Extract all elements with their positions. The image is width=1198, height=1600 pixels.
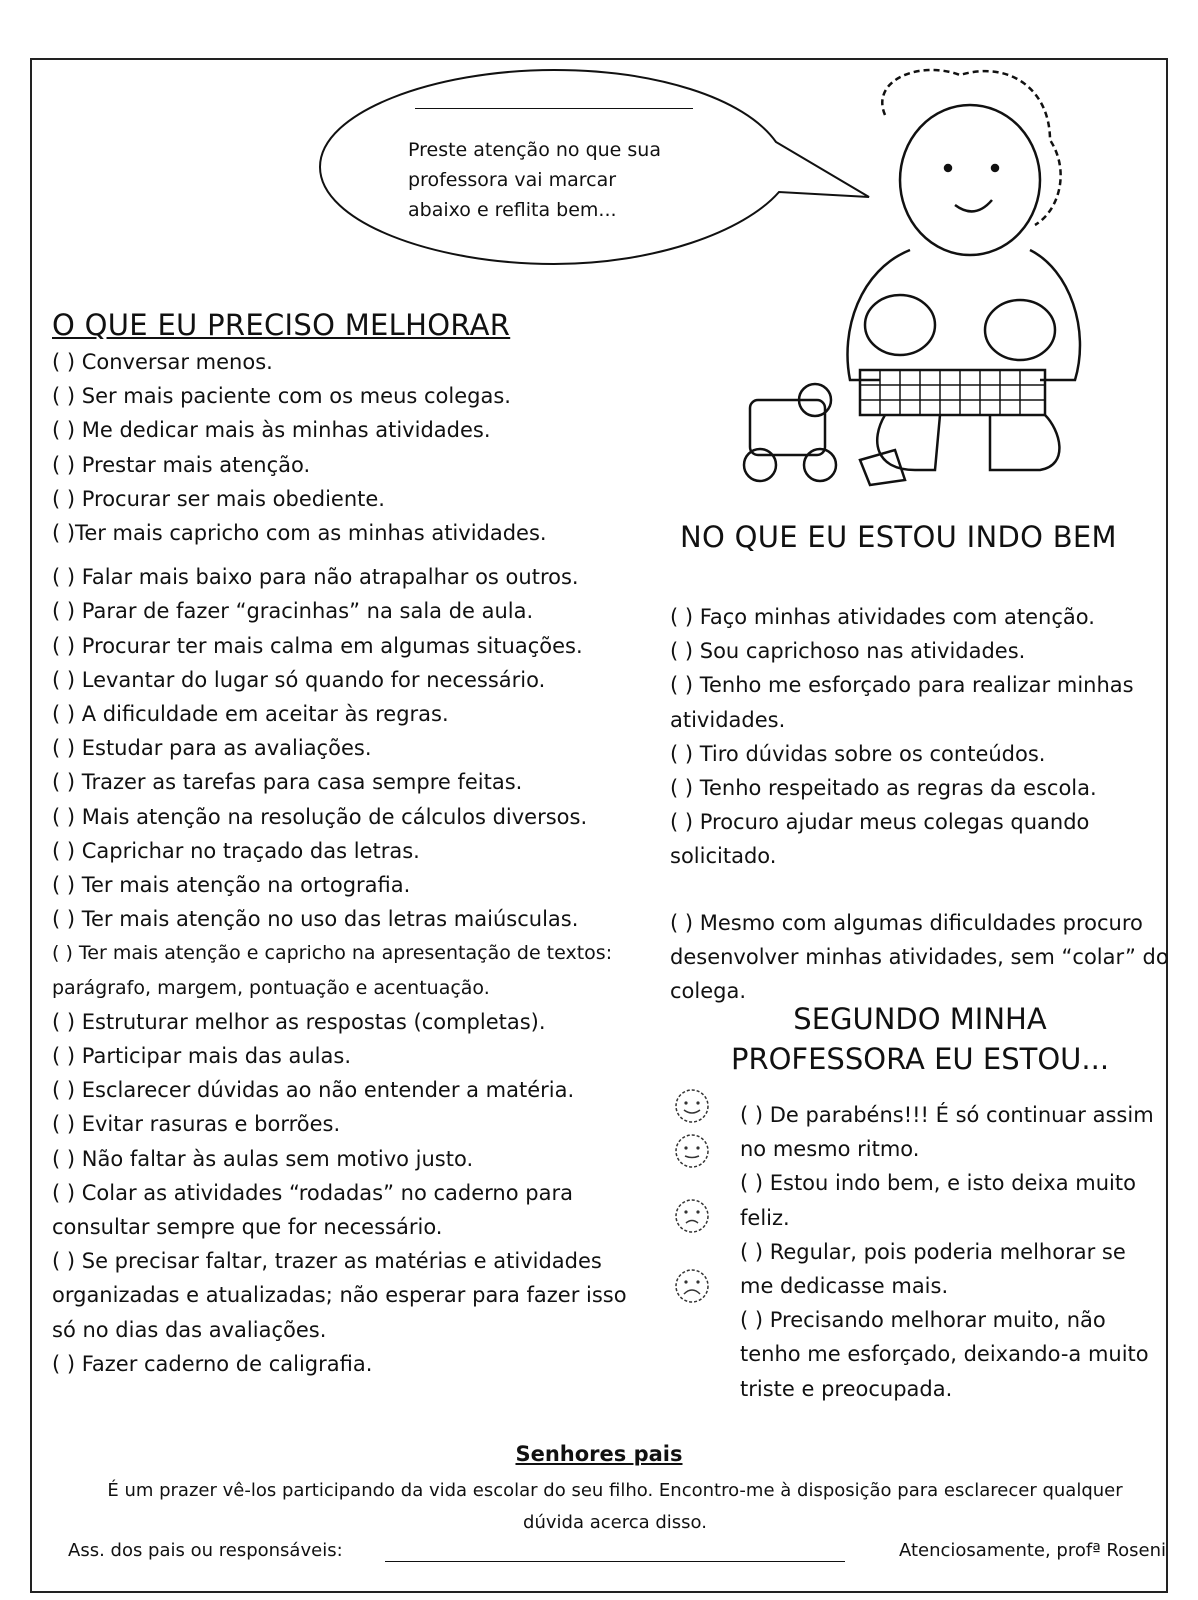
improve-list [52, 345, 642, 1381]
teacher-heading-line1: SEGUNDO MINHA [793, 1002, 1047, 1036]
list-item: ( ) Fazer caderno de caligrafia. [52, 1351, 373, 1376]
list-item: ( ) Ser mais paciente com os meus colegas. [52, 384, 511, 409]
list-item: ( ) Ter mais atenção e capricho na apresentação de textos: parágrafo, margem, pontuação e acentuação. [52, 942, 613, 999]
teacher-list [740, 1098, 1160, 1406]
list-item: ( ) Não faltar às aulas sem motivo justo. [52, 1146, 474, 1171]
list-item: ( ) De parabéns!!! É só continuar assim no mesmo ritmo. [740, 1103, 1154, 1162]
list-item: ( ) Tiro dúvidas sobre os conteúdos. [670, 741, 1046, 766]
list-item: ( ) Trazer as tarefas para casa sempre feitas. [52, 770, 523, 795]
footer-text: É um prazer vê-los participando da vida escolar do seu filho. Encontro-me à disposição para esclarecer qualquer dúvida acerca disso. [107, 1480, 1123, 1533]
list-item: ( ) Colar as atividades “rodadas” no caderno para consultar sempre que for necessário. [52, 1180, 573, 1240]
list-item: ( ) Regular, pois poderia melhorar se me dedicasse mais. [740, 1239, 1126, 1299]
footer-title: Senhores pais [515, 1442, 683, 1466]
sad-face-icon [672, 1198, 712, 1234]
closing-text: Atenciosamente, profª Roseni [898, 1540, 1166, 1561]
list-item: ( ) Procuro ajudar meus colegas quando solicitado. [670, 810, 1090, 869]
list-item: ( ) A dificuldade em aceitar às regras. [52, 702, 449, 727]
bubble-line: abaixo e reflita bem... [408, 199, 617, 221]
list-item: ( ) Mesmo com algumas dificuldades procuro desenvolver minhas atividades, sem “colar” do colega. [670, 910, 1169, 1004]
list-item: ( ) Estudar para as avaliações. [52, 736, 372, 761]
list-item: ( ) Sou caprichoso nas atividades. [670, 639, 1026, 664]
list-item: ( ) Estou indo bem, e isto deixa muito feliz. [740, 1171, 1136, 1230]
teacher-heading-line2: PROFESSORA EU ESTOU... [730, 1042, 1110, 1076]
list-item: ( ) Procurar ser mais obediente. [52, 486, 385, 511]
list-item: ( ) Procurar ter mais calma em algumas situações. [52, 633, 583, 658]
list-item: ( ) Evitar rasuras e borrões. [52, 1112, 341, 1137]
happy-face-icon [672, 1088, 712, 1124]
smile-face-icon [672, 1133, 712, 1169]
list-item: ( ) Se precisar faltar, trazer as matérias e atividades organizadas e atualizadas; não esperar para fazer isso só no dias das avaliações. [52, 1249, 627, 1342]
list-item: ( ) Estruturar melhor as respostas (completas). [52, 1009, 546, 1034]
bubble-line: Preste atenção no que sua [408, 139, 661, 161]
list-item: ( ) Conversar menos. [52, 350, 273, 374]
improve-heading: O QUE EU PRECISO MELHORAR [52, 308, 511, 342]
list-item: ( ) Tenho me esforçado para realizar minhas atividades. [670, 673, 1134, 732]
list-item: ( ) Ter mais atenção na ortografia. [52, 873, 411, 898]
list-item: ( ) Falar mais baixo para não atrapalhar os outros. [52, 565, 579, 590]
list-item: ( ) Parar de fazer “gracinhas” na sala de aula. [52, 599, 534, 624]
bubble-line: professora vai marcar [408, 169, 617, 191]
list-item: ( )Ter mais capricho com as minhas atividades. [52, 521, 547, 546]
girl-illustration [720, 60, 1090, 490]
list-item: ( ) Esclarecer dúvidas ao não entender a matéria. [52, 1078, 575, 1103]
list-item: ( ) Ter mais atenção no uso das letras maiúsculas. [52, 907, 579, 932]
very-sad-face-icon [672, 1268, 712, 1304]
list-item: ( ) Levantar do lugar só quando for necessário. [52, 667, 546, 692]
signature-label: Ass. dos pais ou responsáveis: [68, 1540, 343, 1561]
list-item: ( ) Tenho respeitado as regras da escola. [670, 776, 1097, 801]
list-item: ( ) Participar mais das aulas. [52, 1044, 352, 1069]
list-item: ( ) Me dedicar mais às minhas atividades. [52, 418, 491, 443]
list-item: ( ) Faço minhas atividades com atenção. [670, 605, 1095, 629]
list-item: ( ) Mais atenção na resolução de cálculos diversos. [52, 804, 588, 829]
list-item: ( ) Precisando melhorar muito, não tenho me esforçado, deixando-a muito triste e preocupada. [740, 1308, 1149, 1401]
doing-well-heading: NO QUE EU ESTOU INDO BEM [680, 520, 1117, 554]
bubble-rule [415, 108, 693, 109]
doing-well-list [670, 600, 1170, 1008]
list-item: ( ) Prestar mais atenção. [52, 452, 311, 477]
signature-line [385, 1561, 845, 1562]
list-item: ( ) Caprichar no traçado das letras. [52, 838, 420, 863]
bubble-text [408, 135, 698, 225]
